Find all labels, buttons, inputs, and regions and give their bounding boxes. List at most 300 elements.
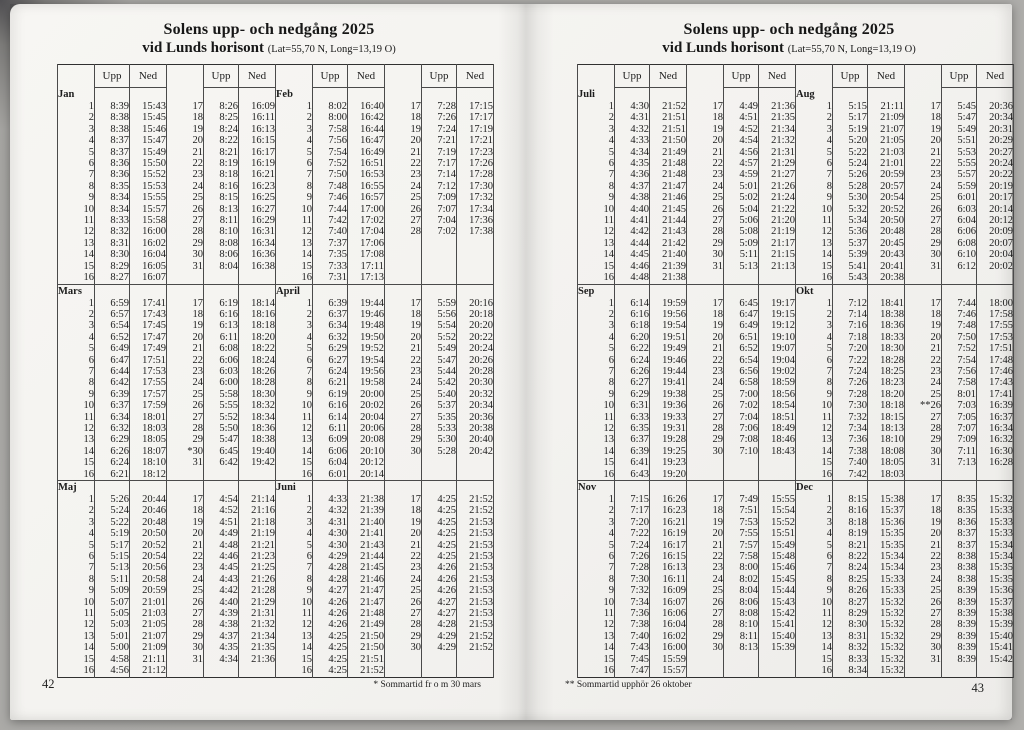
- sun-times-row: [578, 272, 1014, 284]
- sunset-cell: 21:36: [759, 101, 796, 112]
- sun-times-row: [578, 400, 1014, 411]
- day-cell: 2: [276, 309, 313, 320]
- sunrise-cell: 7:16: [833, 320, 868, 331]
- sun-times-row: [578, 112, 1014, 123]
- spacer-cell: [457, 88, 494, 102]
- sunrise-cell: 6:10: [942, 249, 977, 260]
- day-cell: 27: [905, 412, 942, 423]
- day-cell: 29: [687, 434, 724, 445]
- sunset-cell: 20:52: [130, 540, 167, 551]
- sunrise-cell: 7:22: [615, 528, 650, 539]
- sunset-cell: 20:58: [130, 574, 167, 585]
- day-cell: 29: [687, 631, 724, 642]
- sunrise-cell: 5:03: [95, 619, 130, 630]
- sunrise-cell: 7:55: [724, 528, 759, 539]
- day-cell: 11: [796, 412, 833, 423]
- sunrise-cell: 4:46: [204, 551, 239, 562]
- day-cell: 22: [687, 158, 724, 169]
- sunset-cell: 18:46: [759, 434, 796, 445]
- sunrise-cell: 4:33: [615, 135, 650, 146]
- spacer-cell: [204, 284, 239, 298]
- day-cell: [905, 272, 942, 284]
- day-cell: 3: [276, 124, 313, 135]
- day-cell: 22: [385, 355, 422, 366]
- sunrise-cell: 7:48: [942, 320, 977, 331]
- sunrise-cell: 8:26: [204, 101, 239, 112]
- sunset-cell: 16:29: [239, 215, 276, 226]
- sunset-cell: 18:49: [759, 423, 796, 434]
- day-cell: 1: [578, 494, 615, 505]
- sunset-cell: [759, 654, 796, 665]
- day-cell: 30: [687, 446, 724, 457]
- sunrise-cell: 7:12: [422, 181, 457, 192]
- day-cell: 9: [58, 192, 95, 203]
- page-subtitle: [577, 39, 1001, 59]
- sunset-cell: 15:46: [130, 124, 167, 135]
- sunset-cell: 17:13: [348, 272, 385, 284]
- sunset-cell: 20:18: [457, 309, 494, 320]
- sunset-cell: [239, 469, 276, 481]
- sunset-cell: 19:44: [348, 298, 385, 309]
- day-cell: 5: [578, 147, 615, 158]
- sunset-cell: 18:26: [239, 366, 276, 377]
- sun-times-row: [58, 585, 494, 596]
- day-cell: 24: [905, 574, 942, 585]
- sunset-cell: 21:01: [130, 597, 167, 608]
- sunset-cell: 16:17: [650, 540, 687, 551]
- sunrise-cell: 7:24: [833, 366, 868, 377]
- day-cell: [167, 665, 204, 677]
- sunrise-cell: 4:30: [615, 101, 650, 112]
- sun-times-row: [578, 215, 1014, 226]
- day-cell: 19: [687, 517, 724, 528]
- day-cell: 6: [276, 355, 313, 366]
- sunrise-cell: [422, 654, 457, 665]
- sunrise-cell: 4:40: [615, 204, 650, 215]
- month-label: Dec: [796, 481, 833, 495]
- sunset-cell: 15:32: [868, 665, 905, 677]
- sunrise-cell: 7:09: [422, 192, 457, 203]
- day-cell: 2: [578, 112, 615, 123]
- sunrise-cell: 4:25: [313, 631, 348, 642]
- sunrise-cell: 5:57: [942, 169, 977, 180]
- sunrise-cell: 4:51: [204, 517, 239, 528]
- sun-times-row: [578, 298, 1014, 309]
- sunset-cell: 17:51: [977, 343, 1014, 354]
- sunrise-cell: 5:40: [422, 389, 457, 400]
- sunrise-cell: 6:33: [615, 412, 650, 423]
- sunrise-cell: 5:55: [942, 158, 977, 169]
- day-cell: 24: [687, 377, 724, 388]
- sunrise-cell: 6:47: [95, 355, 130, 366]
- day-cell: 6: [796, 355, 833, 366]
- sunrise-cell: 6:06: [204, 355, 239, 366]
- spacer-cell: [313, 481, 348, 495]
- sunset-cell: 21:39: [650, 261, 687, 272]
- sunrise-cell: 6:04: [942, 215, 977, 226]
- day-cell: 29: [385, 434, 422, 445]
- day-cell: 17: [905, 101, 942, 112]
- sunrise-cell: 7:51: [724, 505, 759, 516]
- sun-times-row: [578, 654, 1014, 665]
- spacer-cell: [204, 481, 239, 495]
- sunset-cell: 18:28: [239, 377, 276, 388]
- day-cell: 30: [385, 446, 422, 457]
- sunrise-cell: 5:01: [724, 181, 759, 192]
- day-cell: 4: [58, 135, 95, 146]
- day-cell: 6: [276, 551, 313, 562]
- sun-times-row: [578, 574, 1014, 585]
- day-cell: 22: [687, 551, 724, 562]
- sunrise-cell: 6:27: [313, 355, 348, 366]
- sunrise-cell: 6:14: [313, 412, 348, 423]
- sunrise-cell: 7:58: [942, 377, 977, 388]
- page-subtitle-text: vid Lunds horisont: [142, 40, 265, 56]
- day-cell: 26: [385, 400, 422, 411]
- day-cell: 1: [578, 298, 615, 309]
- sunset-cell: 20:07: [977, 238, 1014, 249]
- sunset-cell: 17:47: [130, 332, 167, 343]
- sunrise-cell: 5:45: [942, 101, 977, 112]
- sunset-cell: 21:50: [650, 135, 687, 146]
- sunrise-cell: 5:22: [833, 147, 868, 158]
- spacer-cell: [942, 88, 977, 102]
- book-spread: [10, 4, 1012, 720]
- day-cell: [385, 665, 422, 677]
- spacer-cell: [457, 284, 494, 298]
- summer-time-start-footnote: * Sommartid fr o m 30 mars: [373, 679, 481, 690]
- day-cell: 25: [167, 585, 204, 596]
- sunrise-cell: 4:43: [204, 574, 239, 585]
- day-cell: 8: [578, 574, 615, 585]
- spacer-cell: [95, 481, 130, 495]
- sun-times-row: [578, 608, 1014, 619]
- sunrise-cell: 6:13: [204, 320, 239, 331]
- day-cell: 4: [58, 528, 95, 539]
- sunset-cell: 18:03: [868, 469, 905, 481]
- sunset-cell: 20:26: [457, 355, 494, 366]
- sun-times-row: [58, 320, 494, 331]
- sunrise-cell: 7:43: [615, 642, 650, 653]
- sunset-cell: 15:35: [868, 540, 905, 551]
- day-cell: 26: [167, 400, 204, 411]
- sunset-cell: 20:09: [977, 226, 1014, 237]
- sunset-cell: 16:26: [650, 494, 687, 505]
- sunrise-cell: 6:08: [204, 343, 239, 354]
- day-cell: 22: [687, 355, 724, 366]
- day-cell: 25: [167, 192, 204, 203]
- day-cell: 23: [385, 169, 422, 180]
- sunrise-cell: 7:03: [942, 400, 977, 411]
- sunset-cell: 17:59: [130, 400, 167, 411]
- day-cell: 13: [276, 434, 313, 445]
- sunrise-cell: 7:36: [833, 434, 868, 445]
- sunset-cell: 15:32: [868, 631, 905, 642]
- sunrise-cell: 5:37: [833, 238, 868, 249]
- sunset-cell: 16:15: [239, 135, 276, 146]
- day-cell: 21: [905, 343, 942, 354]
- sunrise-cell: 5:20: [833, 135, 868, 146]
- sunset-cell: 20:24: [457, 343, 494, 354]
- sunrise-cell: 6:37: [615, 434, 650, 445]
- day-cell: 10: [58, 400, 95, 411]
- day-cell: 11: [276, 215, 313, 226]
- day-cell: 27: [905, 608, 942, 619]
- sunrise-cell: 5:17: [833, 112, 868, 123]
- day-cell: 29: [905, 238, 942, 249]
- day-cell: 19: [905, 517, 942, 528]
- sunset-cell: 21:51: [650, 124, 687, 135]
- sunset-cell: 21:52: [348, 665, 385, 677]
- day-cell: 18: [687, 505, 724, 516]
- day-cell: 26: [905, 204, 942, 215]
- day-cell: 26: [385, 597, 422, 608]
- sunset-cell: [977, 665, 1014, 677]
- day-cell: 13: [578, 434, 615, 445]
- sunset-cell: 18:54: [759, 400, 796, 411]
- sunset-cell: 15:37: [977, 597, 1014, 608]
- sunrise-cell: 7:14: [833, 309, 868, 320]
- sunset-cell: 21:47: [650, 181, 687, 192]
- sunset-cell: 21:51: [348, 654, 385, 665]
- sunrise-cell: 7:32: [833, 412, 868, 423]
- sun-times-row: [578, 389, 1014, 400]
- spacer-cell: [385, 481, 422, 495]
- sunrise-cell: 5:52: [204, 412, 239, 423]
- sunrise-cell: 8:34: [833, 665, 868, 677]
- sunrise-cell: 6:37: [313, 309, 348, 320]
- sunset-cell: 15:47: [130, 135, 167, 146]
- day-cell: 28: [385, 423, 422, 434]
- month-label: April: [276, 284, 313, 298]
- sun-times-row: [578, 434, 1014, 445]
- day-cell: 7: [578, 169, 615, 180]
- sunset-cell: 18:59: [759, 377, 796, 388]
- sunset-cell: 21:45: [348, 562, 385, 573]
- sunrise-cell: 5:02: [724, 192, 759, 203]
- sunset-cell: 18:28: [868, 355, 905, 366]
- sunrise-cell: 5:19: [95, 528, 130, 539]
- sunset-cell: 18:13: [868, 423, 905, 434]
- sunrise-cell: [204, 272, 239, 284]
- day-cell: 1: [796, 298, 833, 309]
- sunrise-cell: 5:47: [942, 112, 977, 123]
- day-cell: 30: [905, 642, 942, 653]
- day-cell: 16: [276, 469, 313, 481]
- sunset-cell: 18:20: [868, 389, 905, 400]
- spacer-cell: [239, 88, 276, 102]
- sunset-cell: 20:00: [348, 389, 385, 400]
- spacer-cell: [130, 88, 167, 102]
- day-cell: [905, 469, 942, 481]
- sunrise-cell: 6:32: [95, 423, 130, 434]
- day-cell: 2: [796, 112, 833, 123]
- day-cell: 28: [687, 619, 724, 630]
- header-day-spacer: [578, 65, 615, 88]
- sunset-cell: 20:04: [348, 412, 385, 423]
- sunrise-cell: 5:42: [422, 377, 457, 388]
- day-cell: 30: [385, 642, 422, 653]
- spacer-cell: [167, 88, 204, 102]
- sunset-cell: 20:06: [348, 423, 385, 434]
- sunrise-cell: 8:22: [833, 551, 868, 562]
- sunrise-cell: 6:43: [615, 469, 650, 481]
- day-cell: 26: [687, 204, 724, 215]
- day-cell: 8: [58, 377, 95, 388]
- sunrise-cell: 7:19: [422, 147, 457, 158]
- spacer-cell: [833, 284, 868, 298]
- sunset-cell: 18:08: [868, 446, 905, 457]
- sunset-cell: 16:09: [239, 101, 276, 112]
- spacer-cell: [942, 284, 977, 298]
- sun-times-table-jan-jun: [57, 64, 494, 678]
- sunrise-cell: [942, 665, 977, 677]
- sunset-cell: [759, 469, 796, 481]
- sunset-cell: 18:16: [239, 309, 276, 320]
- day-cell: 18: [905, 112, 942, 123]
- day-cell: 4: [578, 135, 615, 146]
- day-cell: 22: [167, 158, 204, 169]
- sunset-cell: 21:36: [239, 654, 276, 665]
- sunrise-cell: 6:59: [95, 298, 130, 309]
- sunrise-cell: [422, 272, 457, 284]
- sunset-cell: 19:36: [650, 400, 687, 411]
- day-cell: 22: [385, 158, 422, 169]
- sunset-cell: 17:48: [977, 355, 1014, 366]
- sun-times-row: [578, 540, 1014, 551]
- sunrise-cell: 4:26: [422, 574, 457, 585]
- column-header-ned: Ned: [239, 65, 276, 88]
- sunset-cell: [457, 469, 494, 481]
- sunset-cell: 17:55: [130, 377, 167, 388]
- sunset-cell: 21:31: [759, 147, 796, 158]
- spacer-cell: [687, 481, 724, 495]
- sun-times-row: [578, 158, 1014, 169]
- sunset-cell: 15:35: [977, 562, 1014, 573]
- sunset-cell: 17:04: [348, 226, 385, 237]
- sunset-cell: 21:21: [239, 540, 276, 551]
- spacer-cell: [239, 284, 276, 298]
- sunset-cell: 18:10: [868, 434, 905, 445]
- sunrise-cell: 7:35: [313, 249, 348, 260]
- month-label: Mars: [58, 284, 95, 298]
- sunrise-cell: 7:58: [313, 124, 348, 135]
- day-cell: 4: [796, 135, 833, 146]
- sunrise-cell: 6:41: [615, 457, 650, 468]
- sunset-cell: 19:25: [650, 446, 687, 457]
- day-cell: 4: [276, 135, 313, 146]
- sunrise-cell: 8:02: [724, 574, 759, 585]
- sunset-cell: 19:58: [348, 377, 385, 388]
- sun-times-row: [578, 343, 1014, 354]
- sunrise-cell: [724, 469, 759, 481]
- day-cell: 15: [276, 457, 313, 468]
- sunrise-cell: 4:26: [313, 608, 348, 619]
- sunset-cell: 15:33: [977, 517, 1014, 528]
- day-cell: 29: [167, 631, 204, 642]
- spacer-cell: [239, 481, 276, 495]
- day-cell: 13: [796, 434, 833, 445]
- sunset-cell: 15:59: [650, 654, 687, 665]
- day-cell: 22: [905, 158, 942, 169]
- sunset-cell: 20:45: [868, 238, 905, 249]
- sunset-cell: 21:19: [239, 528, 276, 539]
- month-label: Juli: [578, 88, 615, 102]
- day-cell: [385, 457, 422, 468]
- day-cell: 1: [276, 101, 313, 112]
- day-cell: 13: [796, 631, 833, 642]
- sunset-cell: 16:51: [348, 158, 385, 169]
- spacer-cell: [385, 284, 422, 298]
- day-cell: 31: [905, 654, 942, 665]
- day-cell: 18: [167, 309, 204, 320]
- sunrise-cell: 4:25: [422, 551, 457, 562]
- day-cell: 12: [58, 226, 95, 237]
- sunrise-cell: 8:19: [833, 528, 868, 539]
- sunset-cell: 17:51: [130, 355, 167, 366]
- sunrise-cell: 8:18: [833, 517, 868, 528]
- spacer-cell: [422, 481, 457, 495]
- day-cell: 9: [796, 192, 833, 203]
- sunset-cell: 16:19: [650, 528, 687, 539]
- sunrise-cell: [724, 457, 759, 468]
- sunrise-cell: 4:38: [615, 192, 650, 203]
- sunrise-cell: 8:16: [833, 505, 868, 516]
- header-day-spacer: [276, 65, 313, 88]
- day-cell: 1: [276, 298, 313, 309]
- sun-times-row: [58, 517, 494, 528]
- day-cell: 20: [385, 332, 422, 343]
- sunset-cell: 18:30: [239, 389, 276, 400]
- sun-times-row: [58, 434, 494, 445]
- day-cell: 3: [578, 517, 615, 528]
- sunset-cell: 20:27: [977, 147, 1014, 158]
- month-label: Nov: [578, 481, 615, 495]
- column-header-ned: Ned: [130, 65, 167, 88]
- sunset-cell: 16:19: [239, 158, 276, 169]
- day-cell: 9: [276, 389, 313, 400]
- day-cell: 5: [276, 147, 313, 158]
- day-cell: 29: [687, 238, 724, 249]
- day-cell: 23: [167, 169, 204, 180]
- sunrise-cell: 7:45: [615, 654, 650, 665]
- sunrise-cell: 6:16: [615, 309, 650, 320]
- sunrise-cell: 6:01: [942, 192, 977, 203]
- sunrise-cell: 7:38: [833, 446, 868, 457]
- sunset-cell: 21:52: [457, 631, 494, 642]
- sunset-cell: 17:45: [130, 320, 167, 331]
- sunrise-cell: 5:15: [833, 101, 868, 112]
- sun-times-row: [58, 226, 494, 237]
- day-cell: 8: [276, 574, 313, 585]
- day-cell: 4: [796, 332, 833, 343]
- day-cell: [687, 665, 724, 677]
- day-cell: 15: [276, 654, 313, 665]
- page-number: 42: [42, 677, 55, 691]
- day-cell: 8: [796, 377, 833, 388]
- sunset-cell: 17:57: [130, 389, 167, 400]
- sun-times-row: [578, 169, 1014, 180]
- day-cell: 1: [796, 494, 833, 505]
- sunrise-cell: 4:45: [204, 562, 239, 573]
- sunset-cell: 16:38: [239, 261, 276, 272]
- sunrise-cell: 4:34: [204, 654, 239, 665]
- sunrise-cell: 8:13: [724, 642, 759, 653]
- sunset-cell: 21:53: [457, 619, 494, 630]
- sunrise-cell: 4:30: [313, 540, 348, 551]
- sunrise-cell: 7:56: [942, 366, 977, 377]
- sunset-cell: 21:15: [759, 249, 796, 260]
